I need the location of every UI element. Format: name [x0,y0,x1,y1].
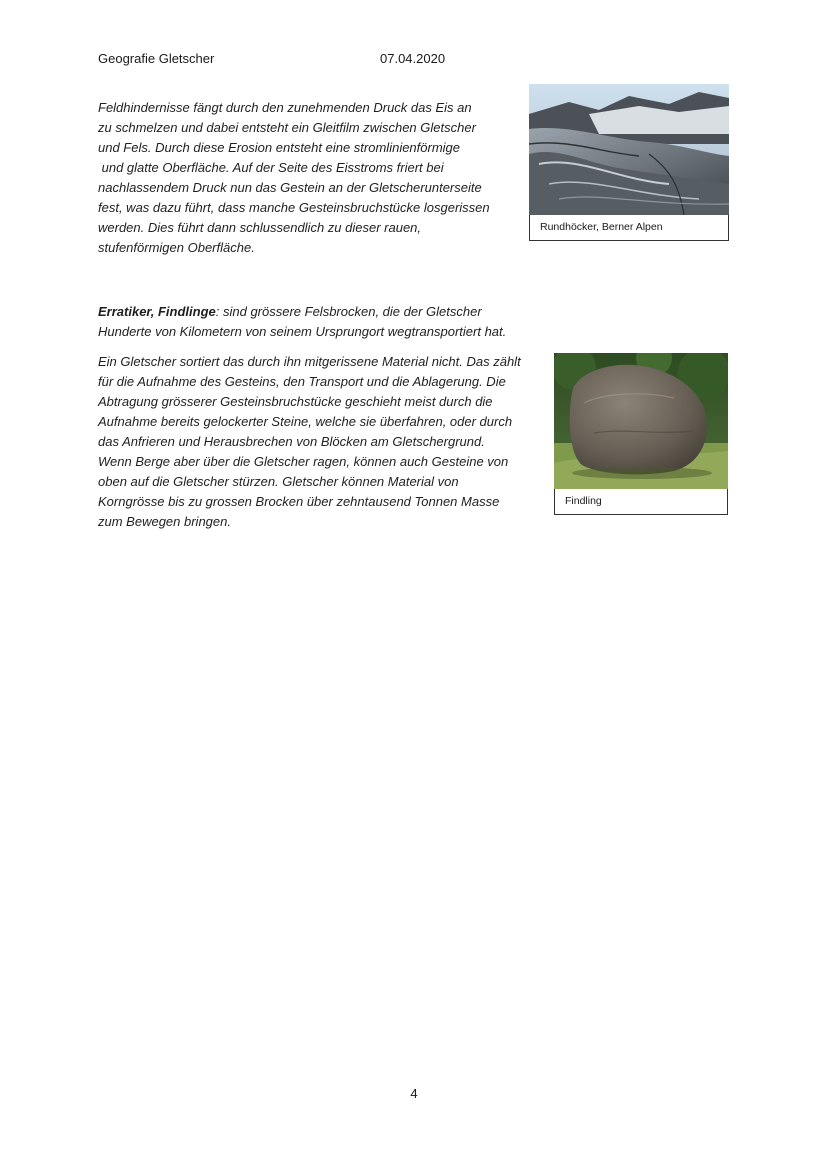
figure-caption: Rundhöcker, Berner Alpen [529,215,729,241]
paragraph-glacier-transport [98,352,554,532]
text-line: Korngrösse bis zu grossen Brocken über zehntausend Tonnen Masse [98,494,500,509]
text-line: zu schmelzen und dabei entsteht ein Gleitfilm zwischen Gletscher [98,120,476,135]
text-line: Feldhindernisse fängt durch den zunehmenden Druck das Eis an [98,100,472,115]
text-line: zum Bewegen bringen. [98,514,231,529]
text-line: oben auf die Gletscher stürzen. Gletscher können Material von [98,474,459,489]
text-line: stufenförmigen Oberfläche. [98,240,255,255]
definition-text: : sind grössere Felsbrocken, die der Gletscher [215,304,482,319]
text-line: und Fels. Durch diese Erosion entsteht eine stromlinienförmige [98,140,461,155]
figure-rundhoecker [529,84,729,241]
definition-erratiker [98,302,558,342]
text-line: Aufnahme bereits gelockerter Steine, welche sie überfahren, oder durch [98,414,513,429]
text-line: fest, was dazu führt, dass manche Gesteinsbruchstücke losgerissen [98,200,490,215]
text-line: nachlassendem Druck nun das Gestein an der Gletscherunterseite [98,180,482,195]
text-line: Abtragung grösserer Gesteinsbruchstücke geschieht meist durch die [98,394,493,409]
rundhoecker-photo [529,84,729,215]
text-line: Wenn Berge aber über die Gletscher ragen, können auch Gesteine von [98,454,509,469]
page-number: 4 [410,1086,418,1101]
paragraph-glacier-erosion [98,98,518,258]
text-line: Ein Gletscher sortiert das durch ihn mitgerissene Material nicht. Das zählt [98,354,521,369]
text-line: das Anfrieren und Herausbrechen von Blöcken am Gletschergrund. [98,434,485,449]
text-line [98,302,558,322]
figure-findling [554,353,728,515]
text-line: für die Aufnahme des Gesteins, den Transport und die Ablagerung. Die [98,374,506,389]
definition-term: Erratiker, Findlinge [98,304,216,319]
text-line: werden. Dies führt dann schlussendlich zu dieser rauen, [98,220,422,235]
text-line: Hunderte von Kilometern von seinem Ursprungort wegtransportiert hat. [98,324,507,339]
figure-caption: Findling [554,489,728,515]
findling-photo [554,353,728,489]
text-line: und glatte Oberfläche. Auf der Seite des Eisstroms friert bei [98,160,444,175]
header-subject: Geografie Gletscher [98,51,215,66]
header-date: 07.04.2020 [380,51,446,66]
